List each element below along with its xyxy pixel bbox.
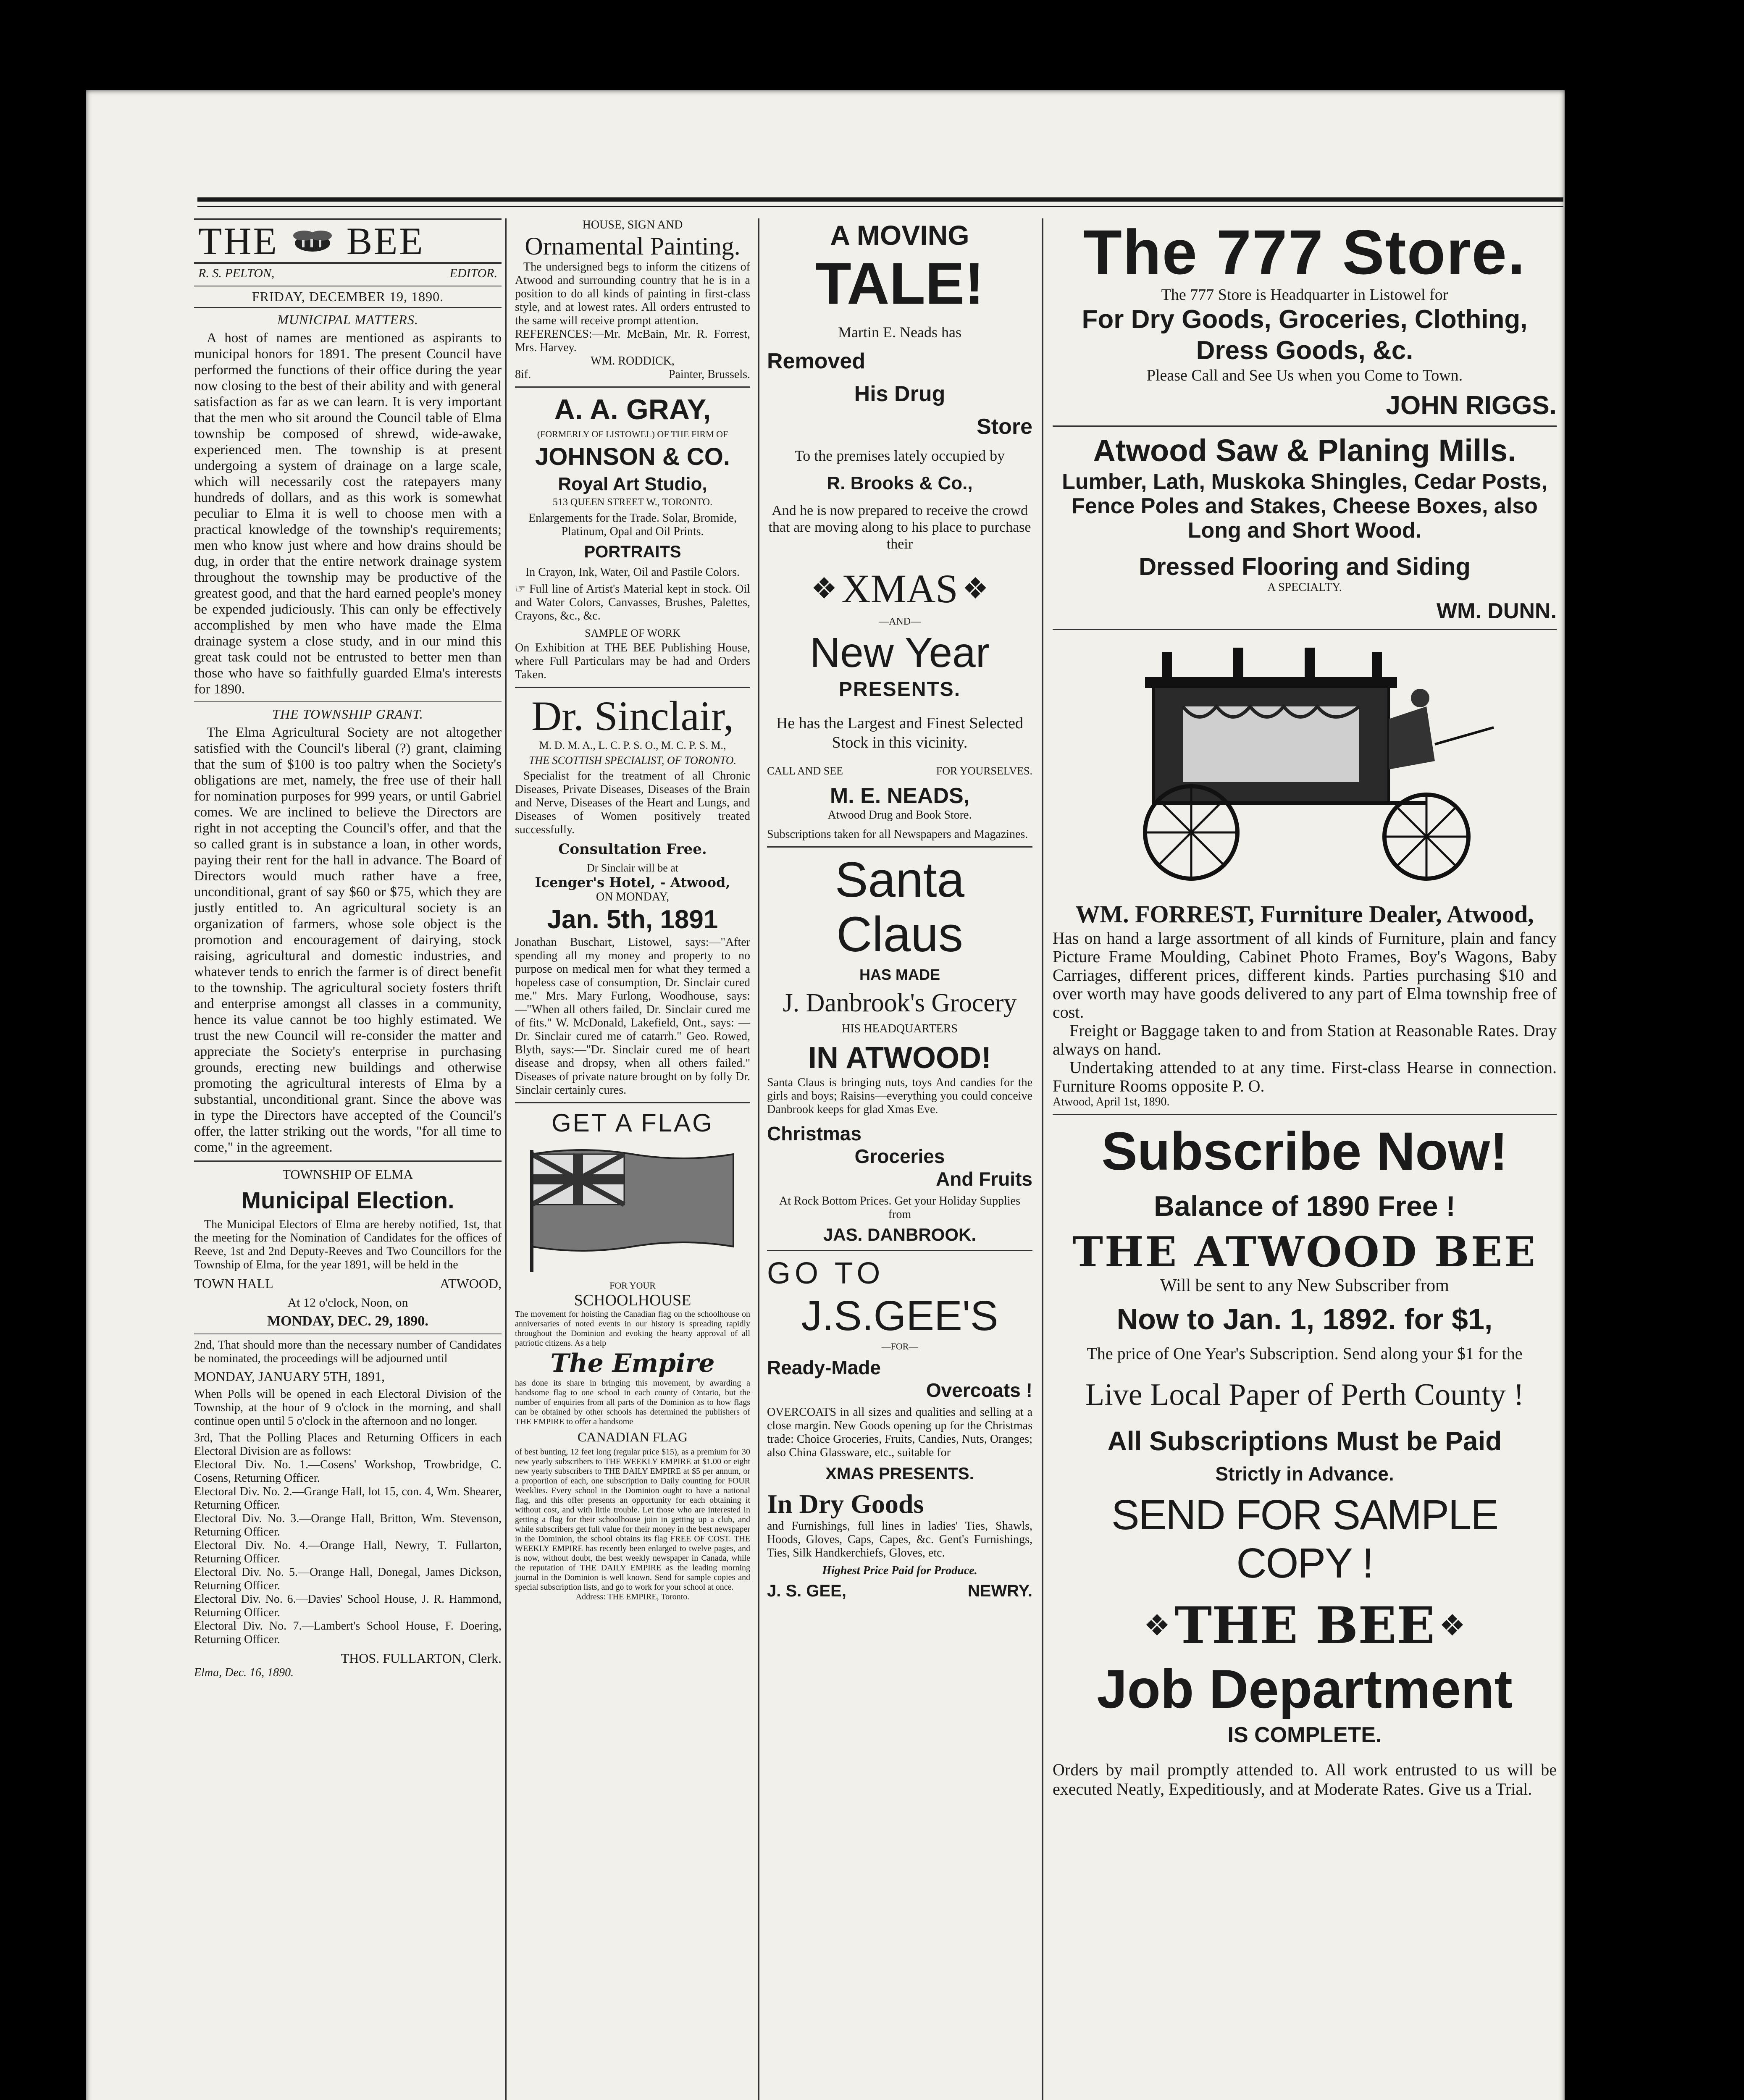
division-item: Electoral Div. No. 5.—Orange Hall, Donegal, James Dickson, Returning Officer. [194,1566,502,1592]
freight: Freight or Baggage taken to and from Station at Reasonable Rates. Dray always on hand. [1053,1021,1557,1058]
column-divider-3 [1042,218,1043,2100]
second-clause: 2nd, That should more than the necessary number of Candidates be nominated, the proceedings will be adjourned until [194,1339,502,1365]
masthead [194,218,502,264]
store-777-title: The 777 Store. [1083,217,1526,287]
divider [767,846,1032,848]
election-heading: Municipal Election. [241,1187,454,1213]
gee-name: J. S. GEE, [767,1582,846,1600]
divider [194,1160,502,1162]
prepared: And he is now prepared to receive the crowd that are moving along to his place to purchase their [768,503,1031,552]
township-label: TOWNSHIP OF ELMA [282,1167,413,1182]
and-fruits: And Fruits [936,1168,1032,1190]
editor-line [194,264,502,283]
sinclair-hotel: Icenger's Hotel, - Atwood, [535,874,730,890]
municipal-body: A host of names are mentioned as aspirants to municipal honors for 1891. The present Council have performed the functions of their office during the year now closing to the best of their ability and with general satisfaction as far as we can learn. It is very important that the men who sit around the Council table of Elma township be composed of shrewd, wide-awake, experienced men. The township is at present undergoing a system of drainage on a large scale, which will necessarily cost the ratepayers many hundreds of dollars, and as this work is somewhat peculiar to Elma it is well to choose men with a practical knowledge of the township's requirements; men who know just where and how drains should be dug, in order that the entire network drainage system throughout the township may be productive of the greatest good, and that the hard earned people's money be expended judiciously. This can only be effectively accomplished by men who have made the Elma drainage system a close study, and in our mind this great task could not be entrusted to better men than those who have so faithfully guarded Elma's interests for 1890. [194,331,502,697]
xmas-row [767,565,1032,612]
ready-made: Ready-Made [767,1357,881,1378]
sinclair-on: ON MONDAY, [596,890,670,903]
sample-heading: SAMPLE OF WORK [585,627,680,639]
orders: Orders by mail promptly attended to. All work entrusted to us will be executed Neatly, Expeditiously, and at Moderate Rates. Give us a Trial. [1053,1760,1557,1798]
santa-claus: Santa Claus [835,852,965,962]
top-rule [197,197,1563,202]
ornament-right-icon: ❖ [1439,1610,1466,1642]
will-be-sent: Will be sent to any New Subscriber from [1160,1276,1449,1295]
gee-town: NEWRY. [967,1582,1032,1600]
grant-body: The Elma Agricultural Society are not altogether satisfied with the Council's liberal (?) grant, claiming that the sum of $100 is too paltry when the Society's obligations are met, namely, the free use of their hall for nomination purposes for 999 years, or until Gabriel comes. We are inclined to believe the Directors are right in not accepting the Council's offer, and that the so called grant is in substance a loan, in other words, paying their rent for the hall in advance. The Board of Directors would much rather have a free, unconditional, grant of say $60 or $75, which they are justly entitled to. An agricultural society is an organization of farmers, whose sole object is the promotion and encouragement of dairying, stock raising, agricultural and domestic industries, and whatever tends to enrich the farmer is of direct benefit to the township. The agricultural society fosters thrift and enterprise amongst all classes in a community, hence its value cannot be too highly estimated. We trust the new Council will re-consider the matter and appreciate the Society's enterprise in purchasing grounds, erecting new buildings and otherwise promoting the agricultural interests of Elma by a substantial, unconditional grant. Since the above was in type the Directors have accepted of the Council's offer, the latter striking out the words, "for all time to come," in the agreement. [194,725,502,1155]
call-left: CALL AND SEE [767,765,843,777]
painter-top: HOUSE, SIGN AND [582,218,683,231]
balance-free: Balance of 1890 Free ! [1153,1190,1456,1222]
christmas: Christmas [767,1123,861,1144]
dunn: WM. DUNN. [1437,599,1557,623]
consultation-free: Consultation Free. [558,841,707,858]
sinclair-name: Dr. Sinclair, [531,693,734,739]
subscribe-now: Subscribe Now! [1101,1121,1508,1181]
groceries: Groceries [854,1145,945,1167]
gray-studio: Royal Art Studio, [558,474,707,494]
gray-name: A. A. GRAY, [554,394,711,425]
atwood-bee: THE ATWOOD BEE [1072,1228,1537,1276]
danbrook-grocery: J. Danbrook's Grocery [783,989,1017,1017]
his-drug: His Drug [854,382,946,406]
store: Store [977,415,1032,439]
third-clause: 3rd, That the Polling Places and Returning Officers in each Electoral Division are as follows: [194,1431,502,1458]
nomination-date: MONDAY, DEC. 29, 1890. [267,1313,428,1329]
forrest-date: Atwood, April 1st, 1890. [1053,1095,1170,1108]
sinclair-body: Specialist for the treatment of all Chronic Diseases, Private Diseases, Diseases of the Brain and Nerve, Diseases of the Heart and Lungs, and Diseases of Women positively treated successfully. [515,769,750,836]
division-item: Electoral Div. No. 6.—Davies' School House, J. R. Hammond, Returning Officer. [194,1593,502,1619]
neads-name: M. E. NEADS, [830,784,970,808]
produce-note: Highest Price Paid for Produce. [822,1564,977,1577]
presents: PRESENTS. [838,678,961,701]
is-complete: IS COMPLETE. [1227,1723,1382,1747]
flag-address: Address: THE EMPIRE, Toronto. [575,1592,690,1601]
testimonials: Jonathan Buschart, Listowel, says:—"After spending all my money and property to no purpose on medical men for what they termed a hopeless case of consumption, Dr. Sinclair cured me." Mrs. Mary Furlong, Woodhouse, says: —"When all others failed, Dr. Sinclair cured me of fits." W. McDonald, Lakefield, Ont., says: —Dr. Sinclair cured me of catarrh." Geo. Rowed, Blyth, says:—"Dr. Sinclair cured me of heart disease and dropsy, when all others failed." Diseases of private nature brought on by folly Dr. Sinclair certainly cures. [515,936,750,1097]
new-year: New Year [809,629,990,676]
for-label: —FOR— [881,1341,918,1352]
mills-body: Lumber, Lath, Muskoka Shingles, Cedar Posts, Fence Poles and Stakes, Cheese Boxes, also Long and Short Wood. [1062,470,1547,543]
and-label: —AND— [879,616,921,627]
division-item: Electoral Div. No. 1.—Cosens' Workshop, Trowbridge, C. Cosens, Returning Officer. [194,1458,502,1485]
tale-heading: TALE! [815,250,984,316]
live-paper: Live Local Paper of Perth County ! [1085,1378,1524,1412]
ornament-left-icon: ❖ [1144,1610,1170,1642]
strictly: Strictly in Advance. [1215,1463,1394,1485]
call-right: FOR YOURSELVES. [936,765,1032,777]
gray-services: Enlargements for the Trade. Solar, Bromide, Platinum, Opal and Oil Prints. [528,512,737,538]
flag-title: GET A FLAG [552,1109,714,1137]
canadian-flag: CANADIAN FLAG [577,1429,688,1444]
division-item: Electoral Div. No. 2.—Grange Hall, lot 15, con. 4, Wm. Shearer, Returning Officer. [194,1485,502,1512]
divider [1053,1114,1557,1115]
overcoats-body: OVERCOATS in all sizes and qualities and selling at a close margin. New Goods opening up for the Christmas trade: Choice Groceries, Fruits, Candies, Nuts, Oranges; also China Glassware, etc., suitable for [767,1406,1032,1459]
column-ads-3 [761,218,1038,2100]
santa-verse: Santa Claus is bringing nuts, toys And candies for the girls and boys; Raisins—everything you could conceive Danbrook keeps for glad Xmas Eve. [767,1076,1032,1116]
in-atwood: IN ATWOOD! [808,1041,991,1075]
division-item: Electoral Div. No. 4.—Orange Hall, Newry, T. Fullarton, Returning Officer. [194,1539,502,1565]
issue-date: FRIDAY, DECEMBER 19, 1890. [194,286,502,308]
bottom-prices: At Rock Bottom Prices. Get your Holiday Supplies from [779,1194,1020,1221]
column-ads-2 [509,218,756,2100]
brooks: R. Brooks & Co., [827,473,973,494]
removed: Removed [767,349,866,373]
ornament-left-icon: ❖ [811,573,838,605]
flooring: Dressed Flooring and Siding [1139,553,1471,580]
store-line-3: Dress Goods, &c. [1196,336,1413,365]
editor-name: R. S. PELTON, [198,266,275,280]
painter-footer [515,368,750,381]
the-bee-row [1053,1596,1557,1655]
grant-heading: THE TOWNSHIP GRANT. [272,706,423,722]
sinclair-title: THE SCOTTISH SPECIALIST, OF TORONTO. [528,754,737,766]
editor-label: EDITOR. [449,266,497,280]
divider [515,386,750,388]
undertaking: Undertaking attended to at any time. First-class Hearse in connection. Furniture Rooms opposite P. O. [1053,1058,1557,1095]
has-made: HAS MADE [859,966,940,983]
sinclair-degrees: M. D. M. A., L. C. P. S. O., M. C. P. S. M., [539,739,726,751]
mills-title: Atwood Saw & Planing Mills. [1093,433,1516,468]
painter-code: 8if. [515,368,531,381]
must-be-paid: All Subscriptions Must be Paid [1107,1426,1502,1456]
division-item: Electoral Div. No. 7.—Lambert's School House, F. Doering, Returning Officer. [194,1620,502,1646]
division-list [194,1458,502,1646]
price-note: The price of One Year's Subscription. Send along your $1 for the [1087,1344,1523,1363]
top-rule-thin [197,206,1563,207]
subscriptions-note: Subscriptions taken for all Newspapers and Magazines. [767,828,1028,841]
gray-address: 513 QUEEN STREET W., TORONTO. [552,497,713,508]
dry-goods: In Dry Goods [767,1489,924,1519]
divider [767,1250,1032,1251]
job-department: Job Department [1097,1658,1513,1719]
town-hall-line [194,1276,502,1292]
painter-name: WM. RODDICK, [591,354,675,368]
dry-goods-body: and Furnishings, full lines in ladies' Ties, Shawls, Hoods, Gloves, Caps, Capes, &c. Gent's Furnishings, Ties, Silk Handkerchiefs, Gloves, etc. [767,1520,1032,1559]
call-line [767,765,1032,777]
danbrook-name: JAS. DANBROOK. [823,1225,977,1244]
flag-body-2: has done its share in bringing this movement, by awarding a handsome flag to one school in each county of Ontario, but the number of enquiries from all parts of the Dominion as to how flags can be obtained by other schools has determined the publishers of THE EMPIRE to offer a handsome [515,1378,750,1426]
store-line-4: Please Call and See Us when you Come to Town. [1146,367,1463,384]
flag-body-3: of best bunting, 12 feet long (regular price $15), as a premium for 30 new yearly subscribers to THE WEEKLY EMPIRE at $1.00 or eight new yearly subscribers to THE DAILY EMPIRE at $5 per annum, or a proportion of each, one subscription to Daily counting for FOUR Weeklies. Every school in the Dominion ought to have a national flag, and this offer presents an opportunity for each obtaining it without cost, and with little trouble. Let those who are interested in getting a flag for their schoolhouse join in getting up a club, and while subscribers get full value for their money in the best newspaper in the Dominion, the school obtains its flag FREE OF COST. THE WEEKLY EMPIRE has recently been enlarged to twelve pages, and is now, without doubt, the best weekly newspaper in Canada, while the reputation of THE DAILY EMPIRE as the leading morning journal in the Dominion is well known. Send for sample copies and special subscription lists, and go to work for your school at once. [515,1447,750,1592]
time-line: At 12 o'clock, Noon, on [287,1296,408,1310]
largest: He has the Largest and Finest Selected Stock in this vicinity. [776,714,1024,751]
gee-footer [767,1582,1032,1601]
divider [194,701,502,702]
sample-copy: SEND FOR SAMPLE COPY ! [1111,1491,1498,1587]
store-line-2: For Dry Goods, Groceries, Clothing, [1082,305,1528,334]
riggs: JOHN RIGGS. [1386,391,1557,420]
election-body: The Municipal Electors of Elma are hereby notified, 1st, that the meeting for the Nomination of Candidates for the offices of Reeve, 1st and 2nd Deputy-Reeves and Two Councillors for the Township of Elma, for the year 1891, will be held in the [194,1218,502,1271]
painter-body: The undersigned begs to inform the citizens of Atwood and surrounding country that he is in a position to do all kinds of painting in first-class style, and at lowest rates. All orders entrusted to the same will receive prompt attention. [515,260,750,327]
masthead-the: THE [198,220,278,262]
moving-heading: A MOVING [830,220,969,251]
flag-for: FOR YOUR [609,1280,656,1291]
gray-former: (FORMERLY OF LISTOWEL) OF THE FIRM OF [537,429,728,439]
hearse-icon [1107,635,1502,895]
go-to: GO TO [767,1257,885,1290]
the-bee: THE BEE [1174,1596,1435,1655]
masthead-bee: BEE [346,220,425,262]
flag-icon [523,1142,742,1276]
divider [1053,425,1557,427]
municipal-heading: MUNICIPAL MATTERS. [277,312,418,327]
town-hall-place: ATWOOD, [440,1276,502,1291]
neads-has: Martin E. Neads has [838,324,961,341]
empire-title: The Empire [550,1349,715,1378]
signature-date: Elma, Dec. 16, 1890. [194,1666,294,1679]
neads-store: Atwood Drug and Book Store. [827,808,972,822]
overcoats: Overcoats ! [926,1379,1032,1401]
premises: To the premises lately occupied by [794,447,1005,464]
flag-body-1: The movement for hoisting the Canadian flag on the schoolhouse on anniversaries of noted events in our history is spreading rapidly throughout the Dominion and evoking the hearty approval of all patriotic citizens. As a help [515,1310,750,1348]
gee-name-big: J.S.GEE'S [801,1292,998,1339]
painter-references: REFERENCES:—Mr. McBain, Mr. R. Forrest, Mrs. Harvey. [515,328,750,354]
materials: ☞ Full line of Artist's Material kept in stock. Oil and Water Colors, Canvasses, Brushes, Palettes, Crayons, &c., &c. [515,583,750,622]
portraits-media: In Crayon, Ink, Water, Oil and Pastile Colors. [525,566,740,579]
painter-trade: Painter, Brussels. [668,368,750,381]
store-line-1: The 777 Store is Headquarter in Listowel for [1161,286,1448,304]
polls-clause: When Polls will be opened in each Electoral Division of the Township, at the hour of 9 o'clock in the morning, and shall continue open until 5 o'clock in the afternoon and no longer. [194,1388,502,1428]
divider [1053,629,1557,630]
clerk-signature: THOS. FULLARTON, Clerk. [341,1651,502,1666]
column-ads-4 [1047,218,1563,2100]
specialty: A SPECIALTY. [1267,581,1342,594]
sample-body: On Exhibition at THE BEE Publishing House, where Full Particulars may be had and Orders Taken. [515,641,750,681]
town-hall: TOWN HALL [194,1276,273,1291]
sinclair-date: Jan. 5th, 1891 [547,905,718,934]
now-to: Now to Jan. 1, 1892. for $1, [1116,1303,1493,1336]
xmas-presents: XMAS PRESENTS. [825,1465,974,1483]
ornament-right-icon: ❖ [962,573,989,605]
gray-firm: JOHNSON & CO. [535,443,730,470]
column-divider-2 [758,218,759,2100]
xmas: XMAS [841,566,958,611]
divider [515,687,750,688]
portraits-heading: PORTRAITS [584,543,681,561]
bee-logo-icon [285,226,340,256]
sinclair-at: Dr Sinclair will be at [586,862,679,874]
column-editorial [194,218,502,2100]
painter-title: Ornamental Painting. [525,232,741,260]
headquarters: HIS HEADQUARTERS [842,1022,958,1035]
forrest-body: Has on hand a large assortment of all kinds of Furniture, plain and fancy Picture Frame Moulding, Cabinet Photo Frames, Boy's Wagons, Baby Carriages, different prices, different kinds. Parties purchasing $10 and over worth may have goods delivered to any part of Elma township free of cost. [1053,929,1557,1021]
flag-school: SCHOOLHOUSE [574,1292,691,1309]
forrest-title: WM. FORREST, Furniture Dealer, Atwood, [1075,900,1534,928]
divider [515,1102,750,1103]
polling-date: MONDAY, JANUARY 5TH, 1891, [194,1369,385,1384]
column-divider-1 [505,218,507,2100]
division-item: Electoral Div. No. 3.—Orange Hall, Britton, Wm. Stevenson, Returning Officer. [194,1512,502,1538]
